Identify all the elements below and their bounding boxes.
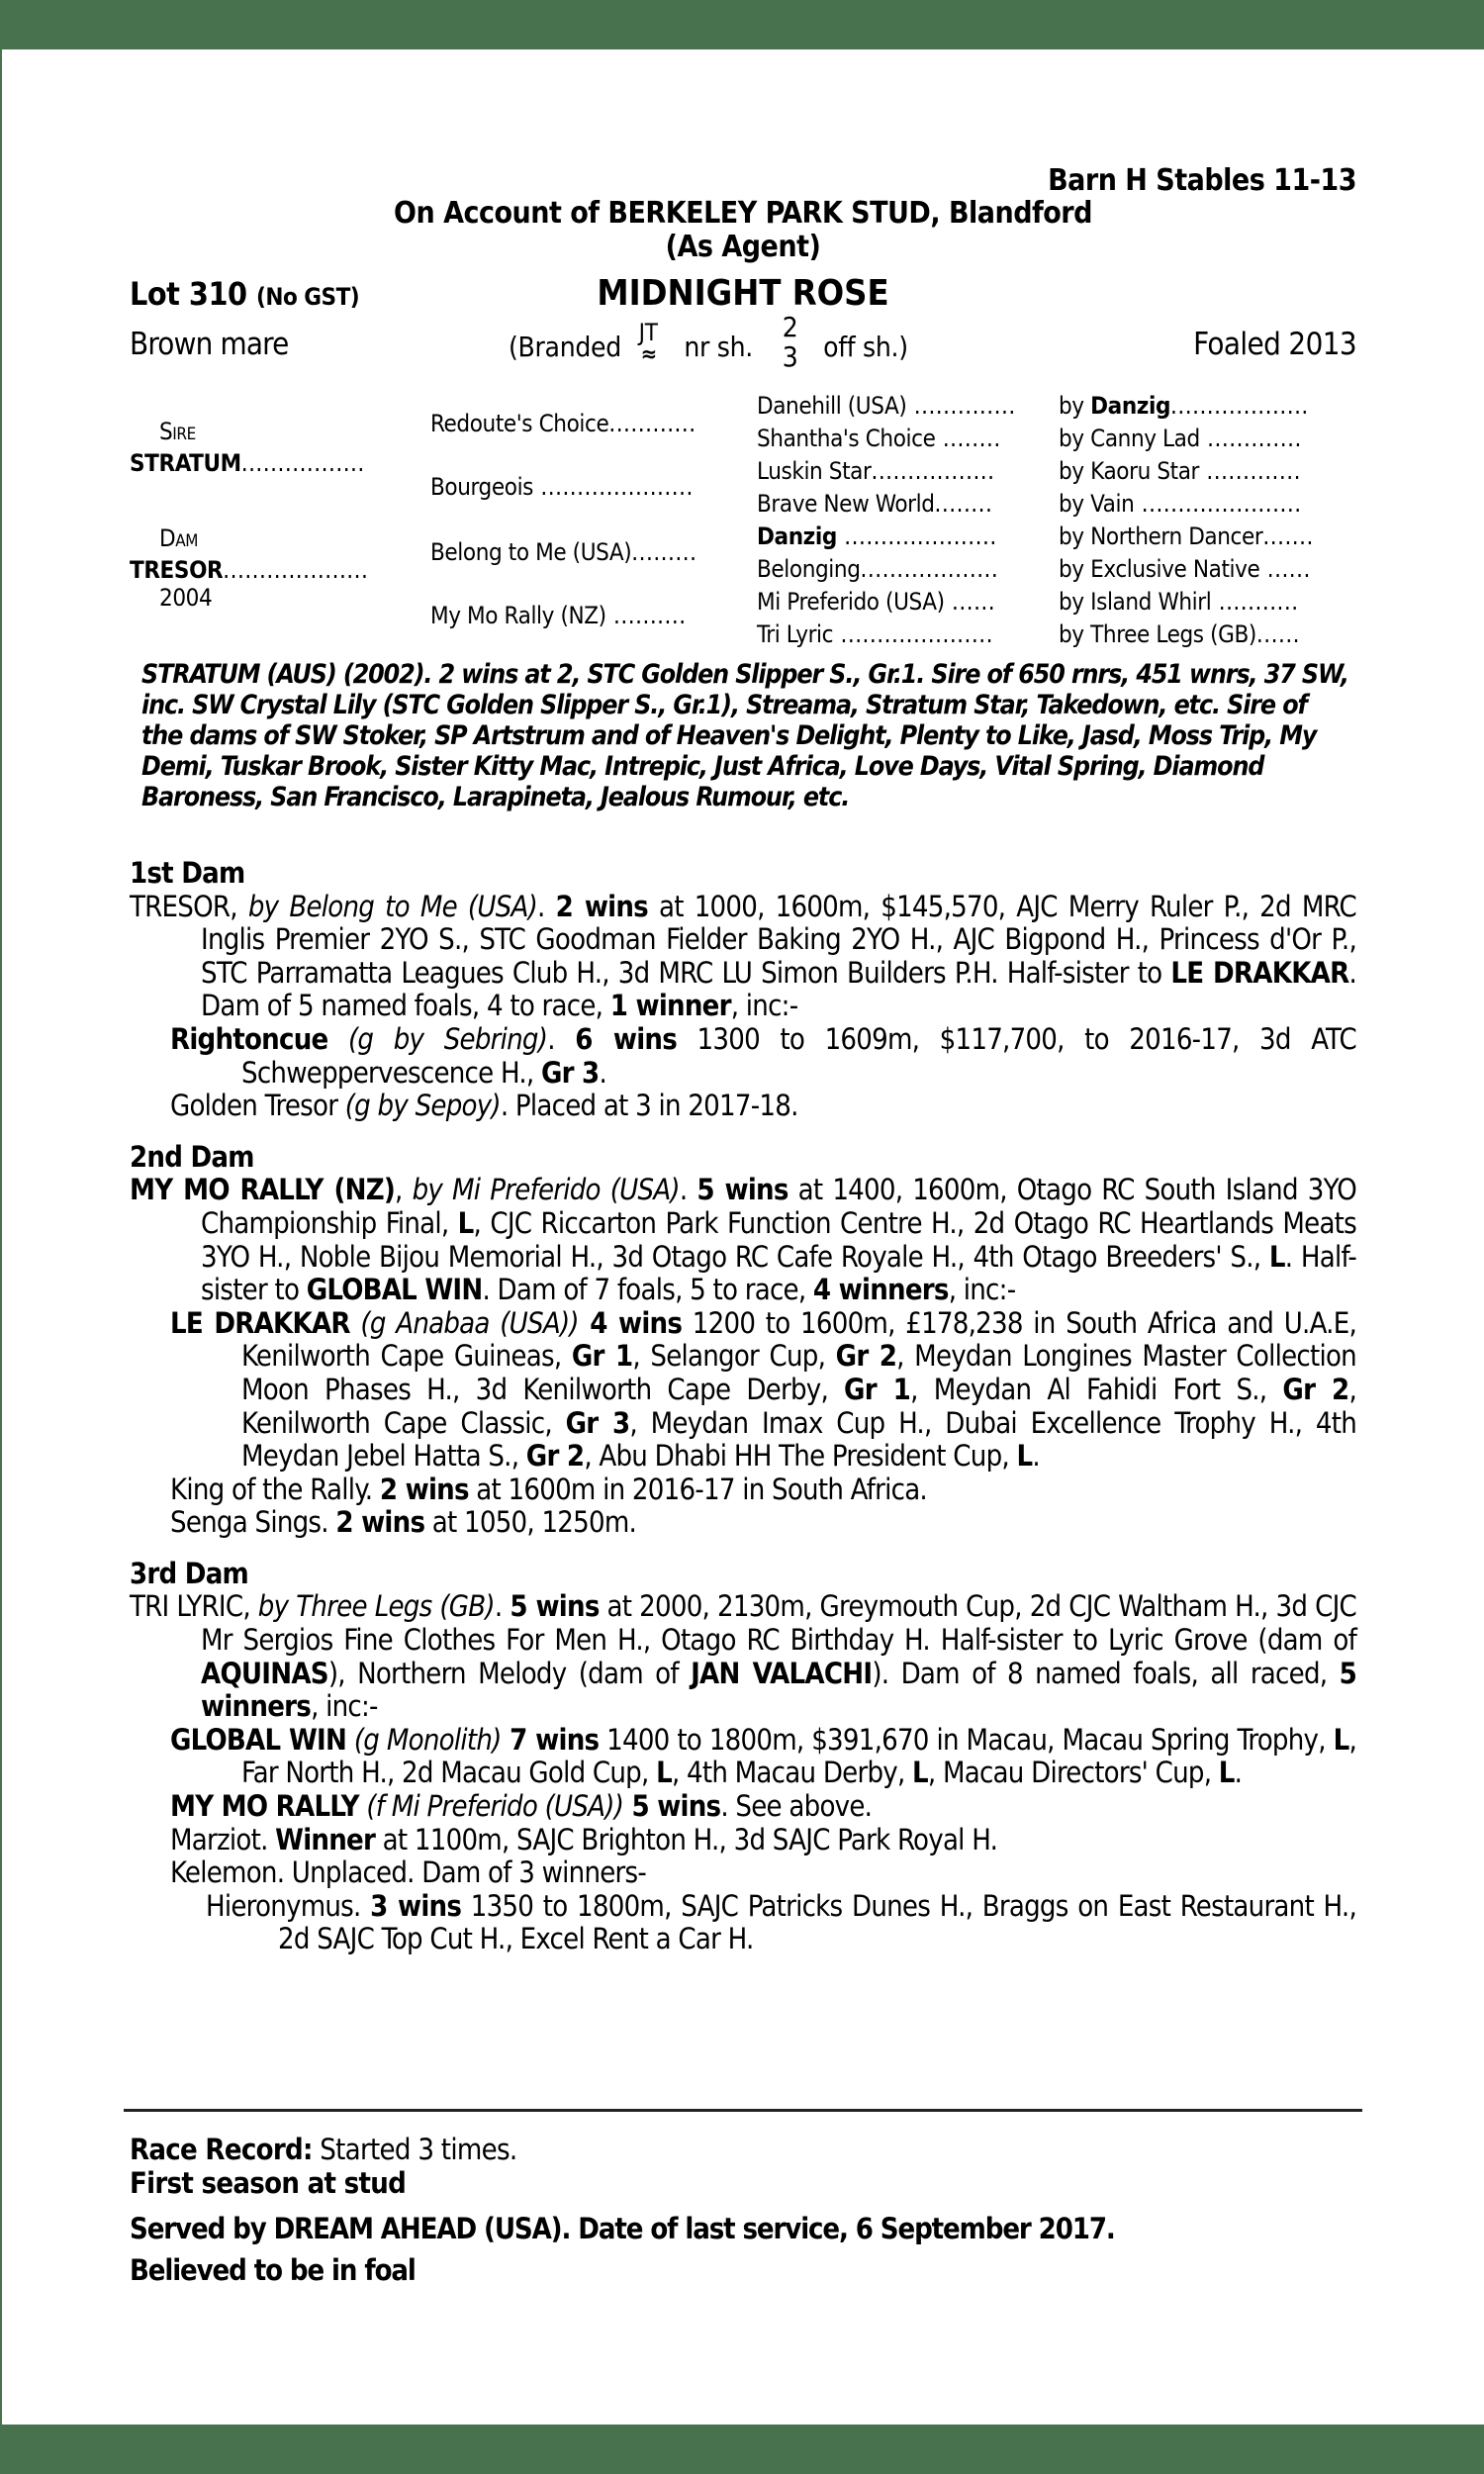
text-fragment: 2 wins (335, 1505, 425, 1540)
first-dam-heading: 1st Dam (130, 856, 245, 890)
dam-name: TRESOR (130, 556, 224, 584)
text-fragment: Hieronymus. (206, 1888, 371, 1923)
text-fragment: . See above. (720, 1789, 873, 1824)
text-fragment: Rightoncue (170, 1021, 328, 1056)
text-fragment: L (656, 1756, 672, 1790)
text-fragment: . Dam of 7 foals, 5 to race, (482, 1273, 813, 1307)
text-fragment: at 1400, 1600m, Otago RC South Island 3YO Championship Final, (201, 1173, 1356, 1240)
gen2-dam-sire (430, 538, 696, 566)
brand-near-side: nr sh. (684, 330, 753, 363)
text-fragment: L (1218, 1756, 1235, 1790)
text-fragment: L (912, 1756, 928, 1790)
text-fragment: , CJC Riccarton Park Function Centre H., 2d Otago RC Heartlands Meats 3YO H., Noble Bijou Memorial H., 3d Otago RC Cafe Royale H., 4th Otago Breeders' S., (201, 1205, 1356, 1274)
text-fragment: 6 wins (575, 1021, 678, 1056)
gen2-sire-dam (430, 473, 694, 501)
as-agent: (As Agent) (665, 230, 821, 264)
text-fragment: Bourgeois (430, 473, 534, 501)
text-fragment: , (395, 1173, 413, 1207)
text-fragment: , Meydan Longines Master Collection Moon Phases H., 3d Kenilworth Cape Derby, (241, 1339, 1356, 1406)
text-fragment: . (500, 1089, 515, 1123)
text-fragment: (g by Sebring) (327, 1021, 548, 1056)
gen2-dam-dam (430, 602, 687, 629)
text-fragment: Marziot. (170, 1822, 276, 1856)
text-fragment: by Exclusive Native (1059, 555, 1260, 583)
text-fragment: 1300 to 1609m, $117,700, to 2016-17, 3d ATC Schweppervescence H., (241, 1021, 1356, 1090)
text-fragment: ............. (1199, 457, 1301, 485)
text-fragment: . (599, 1055, 607, 1090)
text-fragment: , Kenilworth Cape Classic, (241, 1372, 1356, 1440)
lot-number (130, 275, 359, 313)
text-fragment: ............. (1199, 425, 1302, 452)
text-fragment: . (1032, 1439, 1040, 1474)
text-fragment: Gr 1 (571, 1339, 633, 1374)
progeny-entry (130, 1090, 1356, 1123)
gen3-by (1059, 457, 1301, 485)
brand-num-bottom: 3 (782, 340, 798, 373)
text-fragment: by (1059, 392, 1091, 420)
text-fragment: .......... (605, 602, 687, 629)
text-fragment: , Meydan Al Fahidi Fort S., (910, 1372, 1283, 1406)
sire-description: STRATUM (AUS) (2002). 2 wins at 2, STC Golden Slipper S., Gr.1. Sire of 650 rnrs, 451 wnrs, 37 SW, inc. SW Crystal Lily (STC Golden Slipper S., Gr.1), Streama, Stratum Star, Takedown, etc. Sire of the dams of SW Stoker, SP Artstrum and of Heaven's Delight, Plenty to Like, Jasd, Moss Trip, My Demi, Tuskar Brook, Sister Kitty Mac, Intrepic, Just Africa, Love Days, Vital Spring, Diamond Baroness, San Francisco, Larapineta, Jealous Rumour, etc. (141, 659, 1348, 812)
gen3-row (757, 523, 997, 550)
text-fragment: Winner (275, 1822, 376, 1856)
brand-description (509, 311, 908, 386)
grand-progeny-entry (130, 1890, 1356, 1956)
text-fragment: . Dam of 5 named foals, 4 to race, (201, 955, 1356, 1023)
text-fragment: . (679, 1173, 697, 1207)
second-dam-paragraph (130, 1174, 1356, 1306)
second-dam-heading: 2nd Dam (130, 1139, 254, 1174)
gen3-row (757, 457, 995, 485)
brand-numbers (783, 313, 798, 372)
text-fragment: L (457, 1205, 474, 1240)
text-fragment: , inc:- (948, 1273, 1016, 1307)
text-fragment: King of the Rally. (170, 1472, 380, 1506)
section-gap (130, 1123, 1356, 1141)
text-fragment: Danzig (757, 523, 837, 550)
progeny-entry (130, 1856, 1356, 1890)
foal-status: Believed to be in foal (130, 2253, 416, 2287)
text-fragment: L (1333, 1722, 1349, 1757)
text-fragment: 1 winner (609, 989, 731, 1023)
text-fragment: ...... (1259, 555, 1311, 583)
text-fragment: 5 winners (201, 1656, 1356, 1724)
text-fragment: ..................... (533, 473, 694, 501)
text-fragment: Placed at 3 in 2017-18. (514, 1089, 798, 1123)
text-fragment: JAN VALACHI (691, 1656, 873, 1690)
race-record (130, 2133, 516, 2200)
text-fragment: 5 wins (696, 1173, 788, 1207)
text-fragment: ), Northern Melody (dam of (327, 1656, 692, 1690)
pedigree-table (130, 388, 1356, 648)
text-fragment: , Macau Directors' Cup, (927, 1756, 1219, 1790)
text-fragment: (f Mi Preferido (USA)) (358, 1789, 624, 1824)
text-fragment: (g Monolith) (346, 1722, 502, 1757)
text-fragment: Danehill (USA) (757, 392, 907, 420)
bottom-green-band (0, 2425, 1484, 2474)
text-fragment: Brave New World (757, 490, 935, 518)
gen3-by (1059, 425, 1302, 452)
text-fragment: at 1600m in 2016-17 in South Africa. (468, 1472, 927, 1506)
text-fragment: My Mo Rally (NZ) (430, 602, 606, 629)
text-fragment: Redoute's Choice (430, 410, 609, 437)
gen3-by (1059, 490, 1302, 518)
service-details: Served by DREAM AHEAD (USA). Date of last service, 6 September 2017. (130, 2212, 1115, 2245)
text-fragment: (g by Sepoy) (337, 1089, 501, 1123)
text-fragment: ..................... (836, 523, 997, 550)
section-divider (124, 2109, 1362, 2112)
text-fragment: . (1234, 1756, 1243, 1790)
text-fragment: ...................... (1134, 490, 1302, 518)
text-fragment: Danzig (1090, 392, 1171, 420)
text-fragment: Gr 3 (565, 1405, 630, 1440)
text-fragment: 5 wins (510, 1589, 600, 1624)
text-fragment: Luskin Star (757, 457, 872, 485)
top-green-band (0, 0, 1484, 49)
text-fragment: . Half-sister to (201, 1239, 1356, 1307)
text-fragment: , (242, 1589, 258, 1624)
text-fragment: Golden Tresor (170, 1089, 338, 1123)
text-fragment: ). Dam of 8 named foals, all raced, (872, 1656, 1340, 1690)
sire-label: Sire (159, 418, 196, 445)
dam-label: Dam (159, 524, 199, 552)
color-sex: Brown mare (130, 327, 289, 362)
text-fragment: at 1100m, SAJC Brighton H., 3d SAJC Park Royal H. (375, 1822, 998, 1856)
text-fragment: LE DRAKKAR (1170, 955, 1349, 990)
dam (130, 556, 368, 584)
text-fragment: Kelemon. Unplaced. Dam of 3 winners- (170, 1856, 647, 1890)
text-fragment: , 4th Macau Derby, (671, 1756, 913, 1790)
text-fragment: by Island Whirl (1059, 588, 1212, 616)
barn-location: Barn H Stables 11-13 (1048, 163, 1356, 198)
dam-year: 2004 (159, 584, 213, 612)
text-fragment: ......... (631, 538, 697, 566)
first-dam-paragraph (130, 891, 1356, 1023)
gen3-row (757, 490, 992, 518)
text-fragment: 1350 to 1800m, SAJC Patricks Dunes H., Braggs on East Restaurant H., 2d SAJC Top Cut H., Excel Rent a Car H. (278, 1888, 1356, 1956)
text-fragment: AQUINAS (201, 1656, 328, 1690)
text-fragment: ................... (1170, 392, 1309, 420)
text-fragment: Mi Preferido (USA) (757, 588, 945, 616)
progeny-entry (130, 1724, 1356, 1790)
text-fragment: by Canny Lad (1059, 425, 1200, 452)
lot-label: Lot 310 (130, 275, 247, 313)
gst-note: (No GST) (256, 283, 360, 311)
gen3-row (757, 392, 1016, 420)
progeny-entry (130, 1474, 1356, 1507)
foaled-year: Foaled 2013 (1193, 327, 1356, 362)
text-fragment: 4 wins (578, 1305, 683, 1340)
text-fragment: Gr 2 (1282, 1372, 1349, 1406)
text-fragment: , Selangor Cup, (632, 1339, 836, 1374)
text-fragment: GLOBAL WIN (170, 1722, 347, 1757)
brand-letters: JT (638, 319, 658, 346)
text-fragment: , Far North H., 2d Macau Gold Cup, (241, 1722, 1356, 1790)
text-fragment: Senga Sings. (170, 1505, 336, 1540)
brand-num-top: 2 (782, 311, 798, 343)
text-fragment: Belonging (757, 555, 861, 583)
third-dam-paragraph (130, 1590, 1356, 1723)
text-fragment: by Three Legs (GB) (1059, 620, 1256, 648)
text-fragment: by Three Legs (GB) (257, 1589, 495, 1624)
text-fragment: ................... (860, 555, 999, 583)
text-fragment: LE DRAKKAR (170, 1305, 350, 1340)
text-fragment: Gr 3 (540, 1055, 600, 1090)
text-fragment: ....... (1262, 523, 1314, 550)
text-fragment: TRESOR (130, 889, 231, 923)
gen3-by (1059, 620, 1300, 648)
text-fragment: Gr 2 (835, 1339, 897, 1374)
first-season: First season at stud (130, 2166, 407, 2200)
text-fragment: 1400 to 1800m, $391,670 in Macau, Macau Spring Trophy, (599, 1722, 1334, 1757)
text-fragment: 5 wins (623, 1789, 721, 1824)
text-fragment: , Abu Dhabi HH The President Cup, (584, 1439, 1017, 1474)
text-fragment: , inc:- (311, 1689, 378, 1724)
sire (130, 449, 365, 477)
text-fragment: by Kaoru Star (1059, 457, 1199, 485)
horse-name: MIDNIGHT ROSE (597, 273, 889, 314)
text-fragment: ...... (1255, 620, 1301, 648)
progeny-entry (130, 1307, 1356, 1474)
brand-mark-icon (635, 319, 671, 368)
consignor: On Account of BERKELEY PARK STUD, Blandford (394, 196, 1092, 231)
text-fragment: Belong to Me (USA) (430, 538, 632, 566)
text-fragment: by Mi Preferido (USA) (412, 1173, 680, 1207)
text-fragment: (g Anabaa (USA)) (349, 1305, 579, 1340)
text-fragment: 2 wins (555, 889, 648, 923)
text-fragment: ............ (608, 410, 696, 437)
dam-lines (130, 857, 1356, 1956)
text-fragment: Shantha's Choice (757, 425, 936, 452)
text-fragment: . (494, 1589, 510, 1624)
text-fragment: ...... (944, 588, 996, 616)
gen3-by (1059, 588, 1299, 616)
text-fragment: by Belong to Me (USA) (247, 889, 538, 923)
text-fragment: TRI LYRIC (130, 1589, 243, 1624)
gen3-by (1059, 523, 1314, 550)
text-fragment: Tri Lyric (757, 620, 834, 648)
text-fragment: , Meydan Imax Cup H., Dubai Excellence Trophy H., 4th Meydan Jebel Hatta S., (241, 1405, 1356, 1474)
text-fragment: Gr 2 (525, 1439, 585, 1474)
progeny-entry (130, 1023, 1356, 1090)
text-fragment: at 1000, 1600m, $145,570, AJC Merry Ruler P., 2d MRC Inglis Premier 2YO S., STC Goodman Fielder Baking 2YO H., AJC Bigpond H., Princess d'Or P., STC Parramatta Leagues Club H., 3d MRC LU Simon Builders P.H. Half-sister to (201, 889, 1356, 990)
text-fragment: at 1050, 1250m. (424, 1505, 637, 1540)
text-fragment: .............. (906, 392, 1016, 420)
text-fragment: ........ (935, 425, 1001, 452)
gen3-row (757, 588, 995, 616)
sire-name: STRATUM (130, 449, 241, 477)
text-fragment: . (547, 1021, 576, 1056)
text-fragment: L (1016, 1439, 1033, 1474)
gen3-by (1059, 555, 1311, 583)
brand-off-side: off sh.) (823, 330, 908, 363)
progeny-entry (130, 1506, 1356, 1540)
text-fragment: by Vain (1059, 490, 1135, 518)
section-gap (130, 1540, 1356, 1558)
text-fragment: 1200 to 1600m, £178,238 in South Africa and U.A.E, Kenilworth Cape Guineas, (241, 1305, 1356, 1374)
text-fragment: MY MO RALLY (170, 1789, 359, 1824)
gen3-by (1059, 392, 1309, 420)
text-fragment: ................. (240, 449, 365, 477)
progeny-entry (130, 1790, 1356, 1824)
progeny-entry (130, 1824, 1356, 1857)
text-fragment: ........... (1211, 588, 1299, 616)
text-fragment: Gr 1 (844, 1372, 911, 1406)
race-record-label: Race Record: (130, 2133, 313, 2166)
race-record-value: Started 3 times. (312, 2133, 517, 2166)
text-fragment: ..................... (833, 620, 993, 648)
gen2-sire-sire (430, 410, 696, 437)
gen3-row (757, 620, 993, 648)
text-fragment: . (537, 889, 556, 923)
text-fragment: MY MO RALLY (NZ) (130, 1173, 396, 1207)
text-fragment: 7 wins (501, 1722, 600, 1757)
third-dam-heading: 3rd Dam (130, 1556, 248, 1590)
text-fragment: 2 wins (379, 1472, 469, 1506)
text-fragment: .................... (223, 556, 369, 584)
text-fragment: ................. (871, 457, 995, 485)
text-fragment: ........ (934, 490, 993, 518)
text-fragment: at 2000, 2130m, Greymouth Cup, 2d CJC Waltham H., 3d CJC Mr Sergios Fine Clothes For Men H., Otago RC Birthday H. Half-sister to Lyric Grove (dam of (201, 1589, 1356, 1658)
text-fragment: 3 wins (370, 1888, 462, 1923)
gen3-row (757, 555, 998, 583)
gen3-row (757, 425, 1001, 452)
text-fragment: , inc:- (730, 989, 798, 1023)
text-fragment: by Northern Dancer (1059, 523, 1263, 550)
text-fragment: 4 winners (812, 1273, 949, 1307)
brand-prefix: (Branded (509, 330, 621, 363)
text-fragment: L (1268, 1239, 1285, 1274)
left-border-line (0, 49, 2, 2425)
brand-symbol-icon: ≈ (640, 342, 657, 367)
text-fragment: , (230, 889, 248, 923)
text-fragment: GLOBAL WIN (306, 1273, 483, 1307)
